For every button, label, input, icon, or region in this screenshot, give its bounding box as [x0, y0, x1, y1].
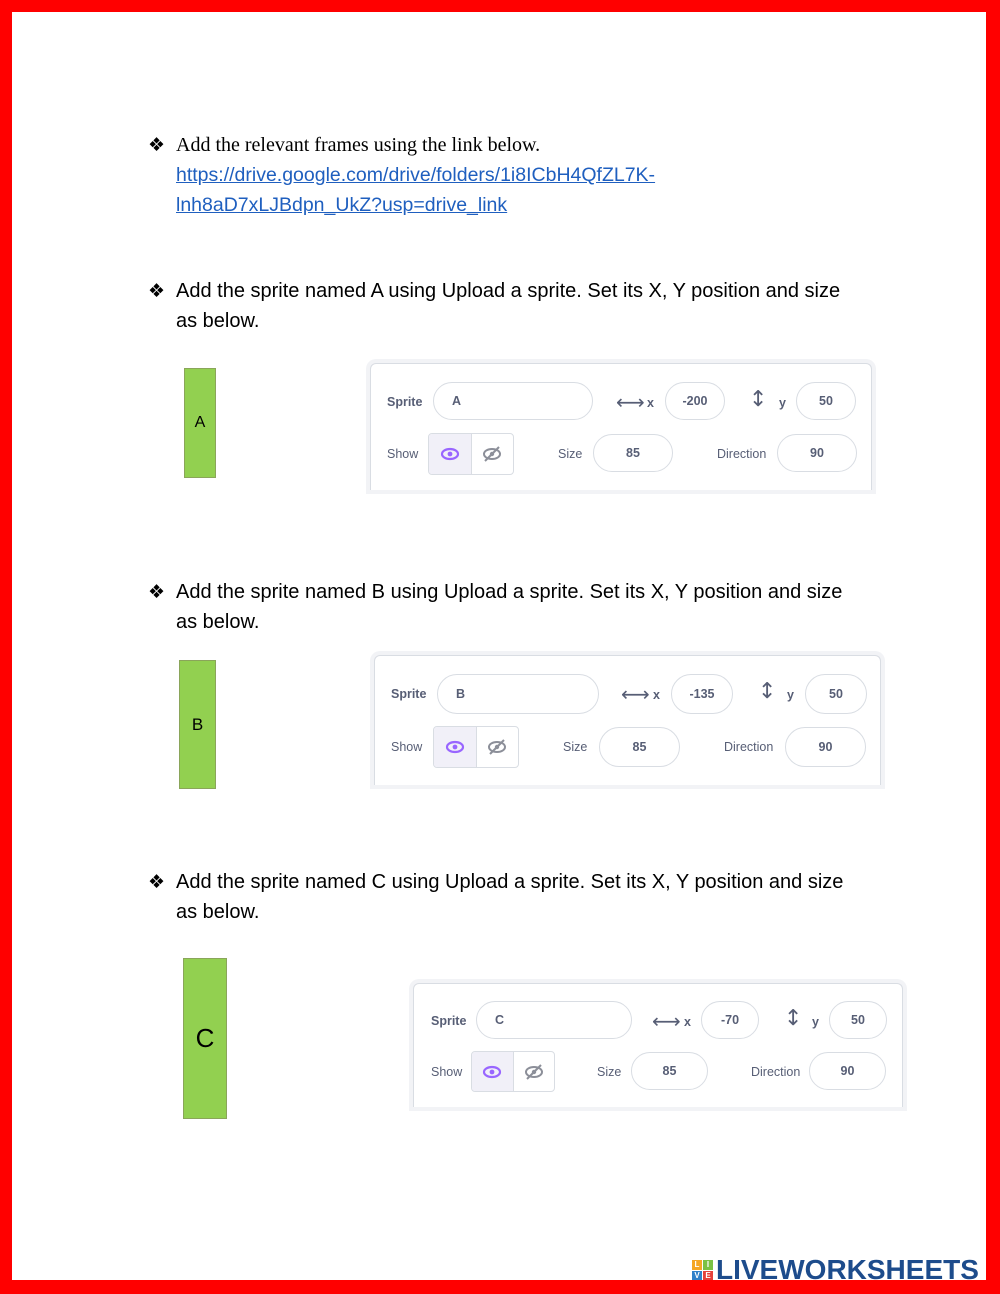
bullet-icon: ❖ [148, 871, 166, 893]
x-input[interactable]: -135 [671, 674, 733, 714]
show-eye-icon[interactable] [429, 434, 472, 474]
instruction-sprite-b-line1: Add the sprite named B using Upload a sprite. Set its X, Y position and size [176, 581, 843, 603]
sprite-name-input[interactable]: B [437, 674, 599, 714]
bullet-icon: ❖ [148, 134, 166, 156]
sprite-info-panel-b [374, 655, 881, 785]
logo-text: LIVEWORKSHEETS [716, 1254, 979, 1285]
show-toggle [428, 433, 514, 475]
y-label: y [812, 1015, 819, 1029]
size-label: Size [558, 447, 583, 461]
x-label: x [684, 1015, 691, 1029]
sprite-a-image-label: A [194, 414, 206, 431]
instruction-sprite-b [176, 577, 896, 637]
x-arrow-icon: ⟷ [652, 1009, 681, 1033]
hide-eye-icon[interactable] [477, 727, 519, 767]
direction-label: Direction [751, 1065, 801, 1079]
show-eye-icon[interactable] [472, 1052, 514, 1091]
x-arrow-icon: ⟷ [621, 682, 650, 706]
hide-eye-icon[interactable] [472, 434, 514, 474]
y-label: y [779, 396, 786, 410]
size-label: Size [597, 1065, 622, 1079]
y-arrow-icon: ↕ [758, 679, 777, 704]
show-label: Show [387, 447, 419, 461]
y-label: y [787, 688, 794, 702]
size-input[interactable]: 85 [593, 434, 673, 472]
instruction-sprite-a-line1: Add the sprite named A using Upload a sprite. Set its X, Y position and size [176, 280, 841, 302]
direction-input[interactable]: 90 [777, 434, 857, 472]
sprite-label: Sprite [387, 395, 423, 409]
sprite-c-image [183, 958, 227, 1119]
y-arrow-icon: ↕ [784, 1006, 803, 1031]
drive-link-line2[interactable]: lnh8aD7xLJBdpn_UkZ?usp=drive_link [176, 194, 508, 216]
bullet-icon: ❖ [148, 280, 166, 302]
bullet-icon: ❖ [148, 581, 166, 603]
x-label: x [653, 688, 660, 702]
direction-input[interactable]: 90 [809, 1052, 886, 1090]
x-input[interactable]: -70 [701, 1001, 759, 1039]
logo-blocks-icon: L I V E [692, 1260, 713, 1281]
sprite-label: Sprite [391, 687, 427, 701]
instruction-sprite-a-line2: as below. [176, 310, 260, 332]
size-input[interactable]: 85 [631, 1052, 708, 1090]
sprite-info-panel-a [370, 363, 872, 490]
sprite-a-image [184, 368, 216, 478]
y-arrow-icon: ↕ [749, 387, 768, 412]
direction-label: Direction [724, 740, 774, 754]
show-label: Show [391, 740, 423, 754]
instruction-sprite-a [176, 276, 896, 336]
sprite-info-panel-c [413, 983, 903, 1107]
instruction-sprite-c [176, 867, 896, 927]
y-input[interactable]: 50 [805, 674, 867, 714]
show-toggle [471, 1051, 555, 1092]
size-input[interactable]: 85 [599, 727, 680, 767]
instruction-sprite-b-line2: as below. [176, 611, 260, 633]
x-label: x [647, 396, 654, 410]
size-label: Size [563, 740, 588, 754]
sprite-name-input[interactable]: C [476, 1001, 632, 1039]
direction-label: Direction [717, 447, 767, 461]
y-input[interactable]: 50 [829, 1001, 887, 1039]
instruction-sprite-c-line1: Add the sprite named C using Upload a sprite. Set its X, Y position and size [176, 871, 844, 893]
drive-link-line1[interactable]: https://drive.google.com/drive/folders/1i8ICbH4QfZL7K- [176, 164, 656, 186]
instruction-frames [176, 130, 896, 220]
y-input[interactable]: 50 [796, 382, 856, 420]
hide-eye-icon[interactable] [514, 1052, 555, 1091]
show-label: Show [431, 1065, 463, 1079]
direction-input[interactable]: 90 [785, 727, 866, 767]
sprite-name-input[interactable]: A [433, 382, 593, 420]
instruction-sprite-c-line2: as below. [176, 901, 260, 923]
x-input[interactable]: -200 [665, 382, 725, 420]
sprite-label: Sprite [431, 1014, 467, 1028]
x-arrow-icon: ⟷ [616, 390, 645, 414]
show-eye-icon[interactable] [434, 727, 477, 767]
sprite-b-image [179, 660, 216, 789]
show-toggle [433, 726, 519, 768]
sprite-b-image-label: B [191, 714, 204, 734]
sprite-c-image-label: C [195, 1023, 215, 1053]
liveworksheets-logo[interactable] [692, 1254, 979, 1286]
instruction-frames-text: Add the relevant frames using the link below. [176, 134, 541, 156]
